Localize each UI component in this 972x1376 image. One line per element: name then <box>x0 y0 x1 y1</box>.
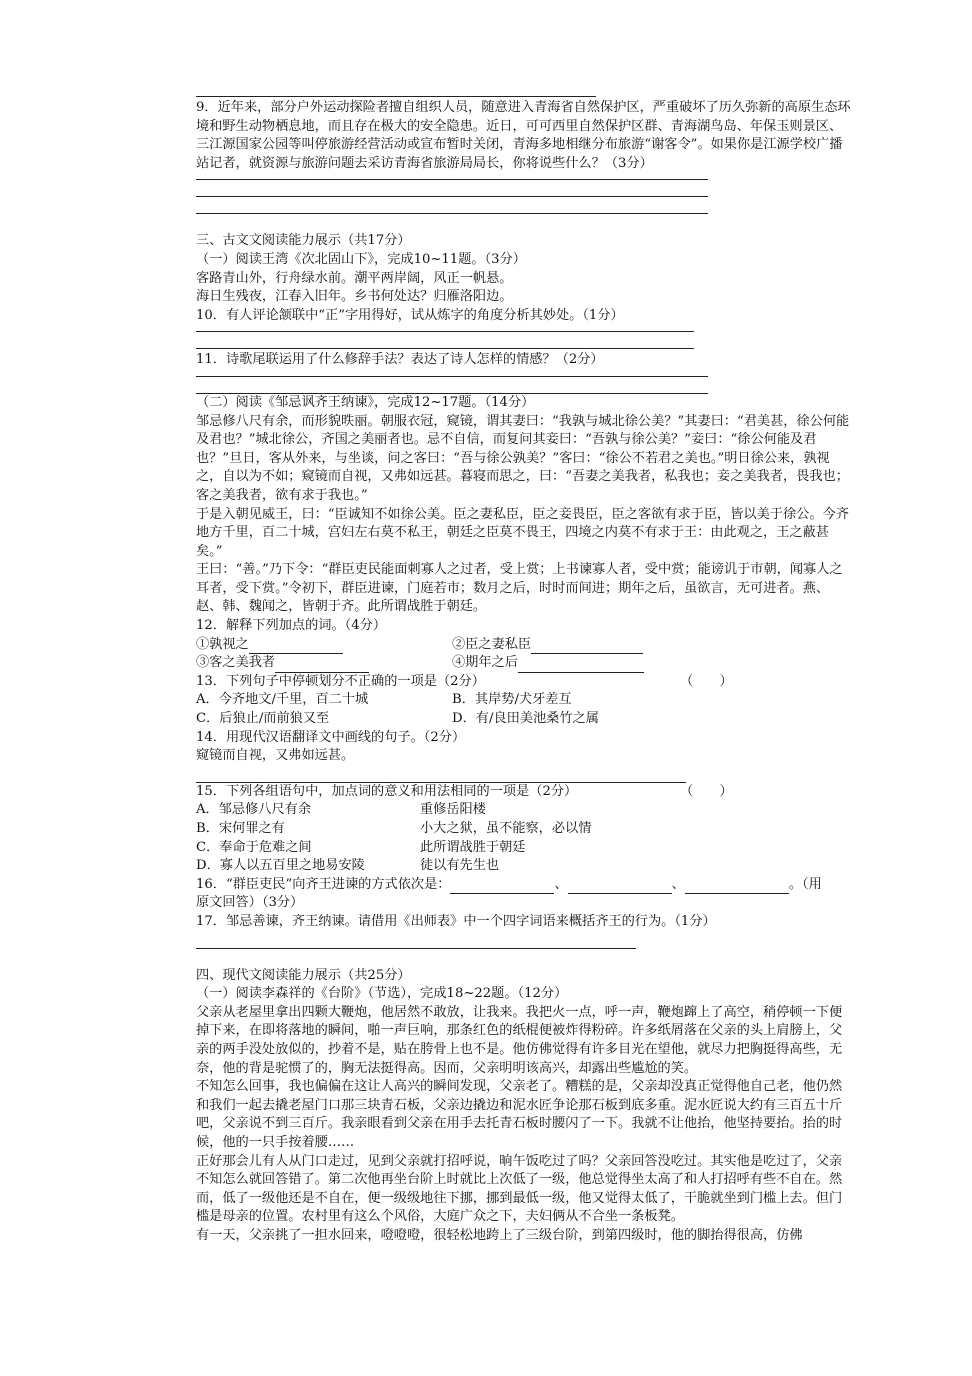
exam-page <box>196 96 852 1245</box>
question-12: 12．解释下列加点的词。（4分） <box>196 618 387 634</box>
q15-option-left: A．邹忌修八尺有余 <box>196 802 312 818</box>
q12-row <box>196 654 852 673</box>
story-paragraph: 父亲从老屋里拿出四颗大鞭炮，他居然不敢放，让我来。我把火一点，呼一声，鞭炮蹿上了高空，稍停顿一下便掉下来，在即将落地的瞬间，啪一声巨响，那条红色的纸棍便被炸得粉碎。许多纸屑落在父亲的头上肩膀上，父亲的两手没处放似的，抄着不是，贴在胯骨上也不是。他仿佛觉得有许多目光在望他，就尽力把胸挺得高些，无奈，他的背是驼惯了的，胸无法挺得高。因而，父亲明明该高兴，却露出些尴尬的笑。 <box>196 1004 843 1076</box>
q12-blank[interactable] <box>275 658 369 673</box>
answer-line[interactable] <box>196 196 708 197</box>
q15-option[interactable] <box>196 839 852 858</box>
separator: 、 <box>554 876 568 892</box>
question-17: 17．邹忌善谏，齐王纳谏。请借用《出师表》中一个四字词语来概括齐王的行为。（1分） <box>196 913 716 929</box>
question-16 <box>196 876 852 895</box>
poem-line: 客路青山外，行舟绿水前。潮平两岸阔，风正一帆悬。 <box>196 270 513 286</box>
poem-intro: （一）阅读王湾《次北固山下》，完成10~11题。（3分） <box>196 251 526 267</box>
q15-option-right: 重修岳阳楼 <box>420 802 486 818</box>
answer-paren[interactable]: （ ） <box>680 783 733 799</box>
q15-option-left: B．宋何罪之有 <box>196 821 285 836</box>
q15-option[interactable] <box>196 801 852 820</box>
q12-item: ②臣之妻私臣 <box>452 636 532 652</box>
q15-option-left: D．寡人以五百里之地易安陵 <box>196 858 365 874</box>
q12-blank[interactable] <box>518 658 644 673</box>
passage-paragraph: 王曰：“善。”乃下令：“群臣吏民能面刺寡人之过者，受上赏；上书谏寡人者，受中赏；能谤讥于市朝，闻寡人之耳者，受下赏。”令初下，群臣进谏，门庭若市；数月之后，时时而间进；期年之后，虽欲言，无可进者。燕、赵、韩、魏闻之，皆朝于齐。此所谓战胜于朝廷。 <box>196 562 843 615</box>
passage-paragraph: 邹忌修八尺有余，而形貌昳丽。朝服衣冠，窥镜，谓其妻曰：“我孰与城北徐公美？”其妻曰：“君美甚，徐公何能及君也？”城北徐公，齐国之美丽者也。忌不自信，而复问其妾曰：“吾孰与徐公美？”妾曰：“徐公何能及君也？”旦日，客从外来，与坐谈，问之客曰：“吾与徐公孰美？”客曰：“徐公不若君之美也。”明日徐公来，孰视之，自以为不如；窥镜而自视，又弗如远甚。暮寝而思之，曰：“吾妻之美我者，私我也；妾之美我者，畏我也；客之美我者，欲有求于我也。” <box>196 413 850 503</box>
story-paragraph: 有一天，父亲挑了一担水回来，噔噔噔，很轻松地跨上了三级台阶，到第四级时，他的脚抬得很高，仿佛 <box>196 1227 803 1243</box>
q15-option-left: C．奉命于危难之间 <box>196 839 312 855</box>
story-paragraph: 正好那会儿有人从门口走过，见到父亲就打招呼说，晌午饭吃过了吗？父亲回答没吃过。其实他是吃过了，父亲不知怎么就回答错了。第二次他再坐台阶上时就比上次低了一级，他总觉得坐太高了和人打招呼有些不自在。然而，低了一级他还是不自在，便一级级地往下挪，挪到最低一级，他又觉得太低了，干脆就坐到门槛上去。但门槛是母亲的位置。农村里有这么个风俗，大庭广众之下，夫妇俩从不合坐一条板凳。 <box>196 1153 843 1225</box>
answer-line[interactable] <box>196 213 708 214</box>
q15-option[interactable] <box>196 857 852 876</box>
option-d[interactable]: D．有/良田美池桑竹之属 <box>452 711 599 727</box>
answer-line[interactable] <box>196 348 694 349</box>
essay-intro: （二）阅读《邹忌讽齐王纳谏》，完成12~17题。（14分） <box>196 394 535 410</box>
question-16-end: 。（用 <box>788 876 822 892</box>
answer-paren[interactable]: （ ） <box>680 673 733 689</box>
answer-line[interactable] <box>196 376 708 377</box>
separator: 、 <box>671 876 685 892</box>
poem-line: 海日生残夜，江春入旧年。乡书何处达？归雁洛阳边。 <box>196 289 513 305</box>
answer-line[interactable] <box>196 331 694 332</box>
section-3-title: 三、古文文阅读能力展示（共17分） <box>196 233 411 249</box>
question-13 <box>196 673 852 692</box>
q12-item: ④期年之后 <box>452 655 518 671</box>
q15-option[interactable] <box>196 820 852 839</box>
q15-option-right: 徒以有先生也 <box>420 858 500 874</box>
passage-paragraph: 于是入朝见威王，曰：“臣诚知不如徐公美。臣之妻私臣，臣之妾畏臣，臣之客欲有求于臣，皆以美于徐公。今齐地方千里，百二十城，宫妇左右莫不私王，朝廷之臣莫不畏王，四境之内莫不有求于王：由此观之，王之蔽甚矣。” <box>196 506 849 559</box>
answer-line <box>196 96 596 97</box>
question-15-text: 15．下列各组语句中，加点词的意义和用法相同的一项是（2分） <box>196 783 578 799</box>
question-14: 14．用现代汉语翻译文中画线的句子。（2分） <box>196 729 466 745</box>
question-16-text: 16．“群臣吏民”向齐王进谏的方式依次是： <box>196 876 451 892</box>
q15-option-right: 此所谓战胜于朝廷 <box>420 839 526 855</box>
answer-line[interactable] <box>196 948 636 949</box>
q14-sentence: 窥镜而自视，又弗如远甚。 <box>196 748 355 764</box>
question-11: 11．诗歌尾联运用了什么修辞手法？表达了诗人怎样的情感？（2分） <box>196 352 604 368</box>
option-b[interactable]: B．其岸势/犬牙差互 <box>452 692 572 708</box>
q12-blank[interactable] <box>249 639 343 654</box>
question-13-text: 13．下列句子中停顿划分不正确的一项是（2分） <box>196 673 485 689</box>
option-c[interactable]: C．后狼止/而前狼又至 <box>196 711 330 727</box>
story-intro: （一）阅读李森祥的《台阶》（节选），完成18~22题。（12分） <box>196 986 568 1002</box>
section-4-title: 四、现代文阅读能力展示（共25分） <box>196 967 411 983</box>
q12-item: ①孰视之 <box>196 636 249 652</box>
q12-row <box>196 636 852 655</box>
question-15 <box>196 783 852 802</box>
q13-options <box>196 691 852 710</box>
q15-option-right: 小大之狱，虽不能察，必以情 <box>420 821 592 836</box>
question-16-cont: 原文回答）（3分） <box>196 895 304 911</box>
answer-line[interactable] <box>196 179 708 180</box>
q16-blank[interactable] <box>568 879 672 894</box>
q12-item: ③客之美我者 <box>196 655 276 671</box>
q16-blank[interactable] <box>685 879 789 894</box>
q16-blank[interactable] <box>450 879 554 894</box>
question-10: 10．有人评论颔联中“正”字用得好，试从炼字的角度分析其妙处。（1分） <box>196 307 624 323</box>
q13-options <box>196 710 852 729</box>
story-paragraph: 不知怎么回事，我也偏偏在这让人高兴的瞬间发现，父亲老了。糟糕的是，父亲却没真正觉得他自己老，他仍然和我们一起去撬老屋门口那三块青石板，父亲边撬边和泥水匠争论那石板到底多重。泥水匠说大约有三百五十斤吧，父亲说不到三百斤。我亲眼看到父亲在用手去托青石板时腰闪了一下。我就不让他抬，他坚持要抬。抬的时候，他的一只手按着腰…… <box>196 1079 843 1150</box>
q12-blank[interactable] <box>531 639 643 654</box>
question-9: 9．近年来，部分户外运动探险者擅自组织人员，随意进入青海省自然保护区，严重破坏了历久弥新的高原生态环境和野生动物栖息地，而且存在极大的安全隐患。近日，可可西里自然保护区群、青海湖鸟岛、年保玉则景区、三江源国家公园等叫停旅游经营活动或宣布暂时关闭，青海多地相继分布旅游“谢客令”。如果你是江源学校广播站记者，就资源与旅游问题去采访青海省旅游局局长，你将说些什么？（3分） <box>196 100 851 171</box>
option-a[interactable]: A．今齐地文/千里，百二十城 <box>196 692 369 708</box>
